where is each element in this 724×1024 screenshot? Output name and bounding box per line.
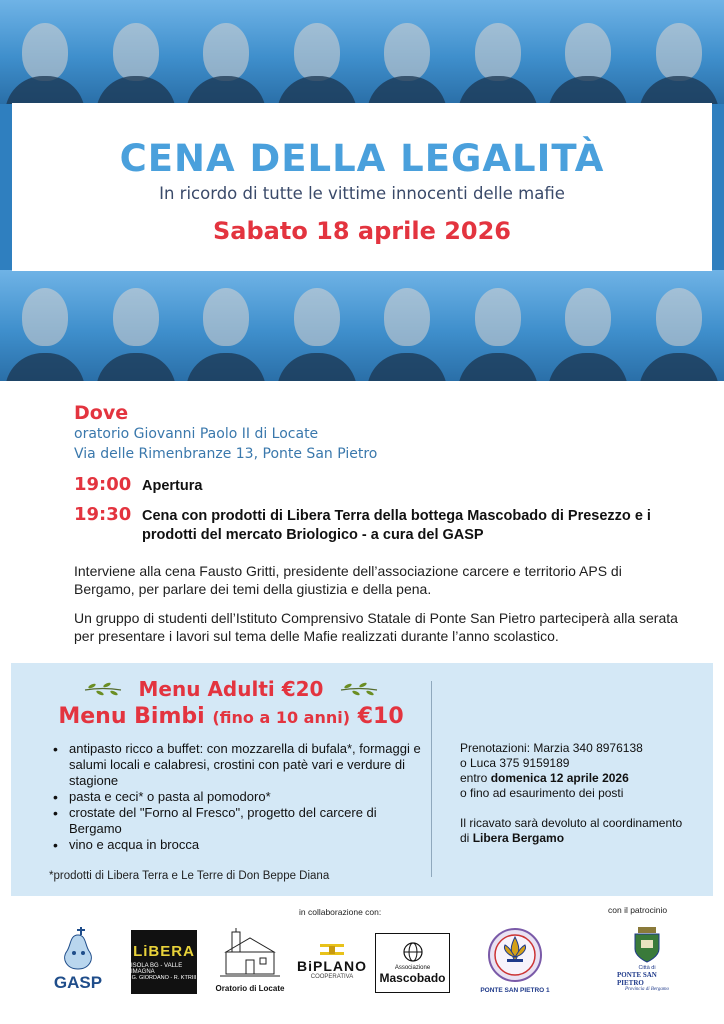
victim-portrait: [91, 270, 182, 381]
agesci-text: PONTE SAN PIETRO 1: [480, 986, 550, 994]
victims-photo-row-top: [0, 0, 724, 104]
victim-portrait: [634, 0, 724, 104]
church-drawing-icon: [220, 928, 280, 980]
victim-portrait: [362, 0, 453, 104]
menu-footnote: *prodotti di Libera Terra e Le Terre di Don Beppe Diana: [49, 870, 330, 882]
libera-text: LiBERA: [133, 943, 195, 960]
booking-contact-marzia: Prenotazioni: Marzia 340 8976138: [460, 741, 643, 755]
menu-kids-price: €10: [357, 704, 404, 729]
scout-lily-icon: [487, 927, 543, 985]
victim-portrait: [543, 270, 634, 381]
mascobado-text: Mascobado: [379, 971, 446, 985]
victim-portrait: [634, 270, 724, 381]
olive-branch-icon: [83, 681, 123, 697]
booking-deadline-prefix: entro: [460, 771, 491, 785]
menu-kids-label: Menu Bimbi: [58, 704, 205, 729]
proceeds-recipient-name: Libera Bergamo: [472, 831, 565, 845]
victim-portrait: [181, 0, 272, 104]
event-date: Sabato 18 aprile 2026: [212, 217, 512, 245]
comune-province: Provincia di Bergamo: [624, 986, 670, 992]
menu-item: • crostate del "Forno al Fresco", progetto del carcere di Bergamo: [51, 805, 421, 837]
title-card: [12, 103, 712, 271]
booking-deadline: [460, 771, 700, 786]
victim-portrait: [453, 270, 544, 381]
biplano-subtext: COOPERATIVA: [310, 974, 354, 980]
location-address: Via delle Rimenbranze 13, Ponte San Pietro: [74, 446, 378, 462]
menu-item: • pasta e ceci* o pasta al pomodoro*: [51, 789, 421, 805]
victim-portrait: [272, 0, 363, 104]
menu-section: [11, 663, 713, 896]
schedule-item: [74, 504, 684, 545]
menu-kids: [41, 704, 421, 729]
students-paragraph: Un gruppo di studenti dell’Istituto Comprensivo Statale di Ponte San Pietro parteciperà alla serata per presentare i lavori sul tema delle Mafie realizzati durante l’anno scolastico.: [74, 610, 678, 644]
booking-contact-luca: o Luca 375 9159189: [460, 756, 570, 770]
gasp-text: GASP: [53, 973, 103, 992]
patronage-label: con il patrocinio: [608, 905, 668, 915]
victim-portrait: [0, 270, 91, 381]
victim-portrait: [91, 0, 182, 104]
hero-banner: [0, 0, 724, 381]
menu-kids-note: (fino a 10 anni): [212, 708, 351, 727]
victims-photo-row-bottom: [0, 270, 724, 381]
schedule-item: [74, 474, 684, 496]
schedule-text: Cena con prodotti di Libera Terra della bottega Mascobado di Presezzo e i prodotti del mercato Briologico - a cura del GASP: [142, 508, 651, 543]
location-venue: oratorio Giovanni Paolo II di Locate: [74, 426, 319, 442]
victim-portrait: [543, 0, 634, 104]
pear-icon: [55, 925, 101, 971]
proceeds-prefix: di: [460, 831, 473, 845]
collaboration-label: in collaborazione con:: [299, 907, 382, 917]
menu-item: • vino e acqua in brocca: [51, 837, 421, 853]
menu-divider: [431, 681, 432, 877]
oratorio-text: Oratorio di Locate: [215, 983, 285, 993]
speaker-paragraph: Interviene alla cena Fausto Gritti, presidente dell’associazione carcere e territorio APS di Bergamo, per parlare dei temi della giustizia e della pena.: [74, 563, 622, 597]
libera-subtext: ISOLA BG - VALLE IMAGNA: [131, 963, 183, 975]
libera-logo: [131, 930, 197, 994]
proceeds-note: Il ricavato sarà devoluto al coordinamento: [460, 816, 683, 830]
biplano-text: BiPLANO: [297, 958, 367, 974]
gasp-logo: [48, 920, 108, 998]
event-info: [74, 402, 684, 545]
menu-adults: [83, 677, 380, 701]
schedule-text: Apertura: [142, 478, 203, 494]
oratorio-logo: [215, 922, 285, 998]
globe-icon: [402, 941, 424, 963]
victim-portrait: [362, 270, 453, 381]
comune-city-of: Città di: [638, 964, 656, 971]
victim-portrait: [453, 0, 544, 104]
comune-name: PONTE SAN PIETRO: [617, 970, 657, 987]
mascobado-logo: [375, 933, 450, 993]
comune-crest-logo: [617, 925, 677, 993]
schedule-time: 19:30: [74, 504, 132, 525]
booking-deadline-date: domenica 12 aprile 2026: [490, 771, 629, 785]
libera-subtext-names: G. GIORDANO - R. KTRIII: [131, 975, 197, 981]
location-heading: Dove: [74, 402, 129, 424]
proceeds-recipient: [460, 831, 700, 846]
victim-portrait: [181, 270, 272, 381]
victim-portrait: [0, 0, 91, 104]
event-subtitle: In ricordo di tutte le vittime innocenti delle mafie: [159, 184, 565, 203]
booking-availability: o fino ad esaurimento dei posti: [460, 786, 624, 800]
booking-info: [460, 741, 700, 846]
menu-adults-label: Menu Adulti €20: [138, 677, 324, 701]
coat-of-arms-icon: [632, 927, 662, 963]
schedule-time: 19:00: [74, 474, 132, 495]
mascobado-subtext: Associazione: [394, 965, 431, 971]
menu-header: [41, 677, 421, 729]
menu-item: • antipasto ricco a buffet: con mozzarella di bufala*, formaggi e salumi locali e calabresi, crostini con patè vari e verdure di stagione: [51, 741, 421, 789]
event-title: CENA DELLA LEGALITÀ: [119, 137, 605, 180]
biplano-logo: [297, 935, 367, 987]
booking-spacer: [460, 801, 700, 816]
victim-portrait: [272, 270, 363, 381]
agesci-logo: [479, 922, 551, 998]
olive-branch-icon: [339, 681, 379, 697]
plane-icon: [318, 942, 346, 958]
menu-items-list: [51, 741, 421, 853]
